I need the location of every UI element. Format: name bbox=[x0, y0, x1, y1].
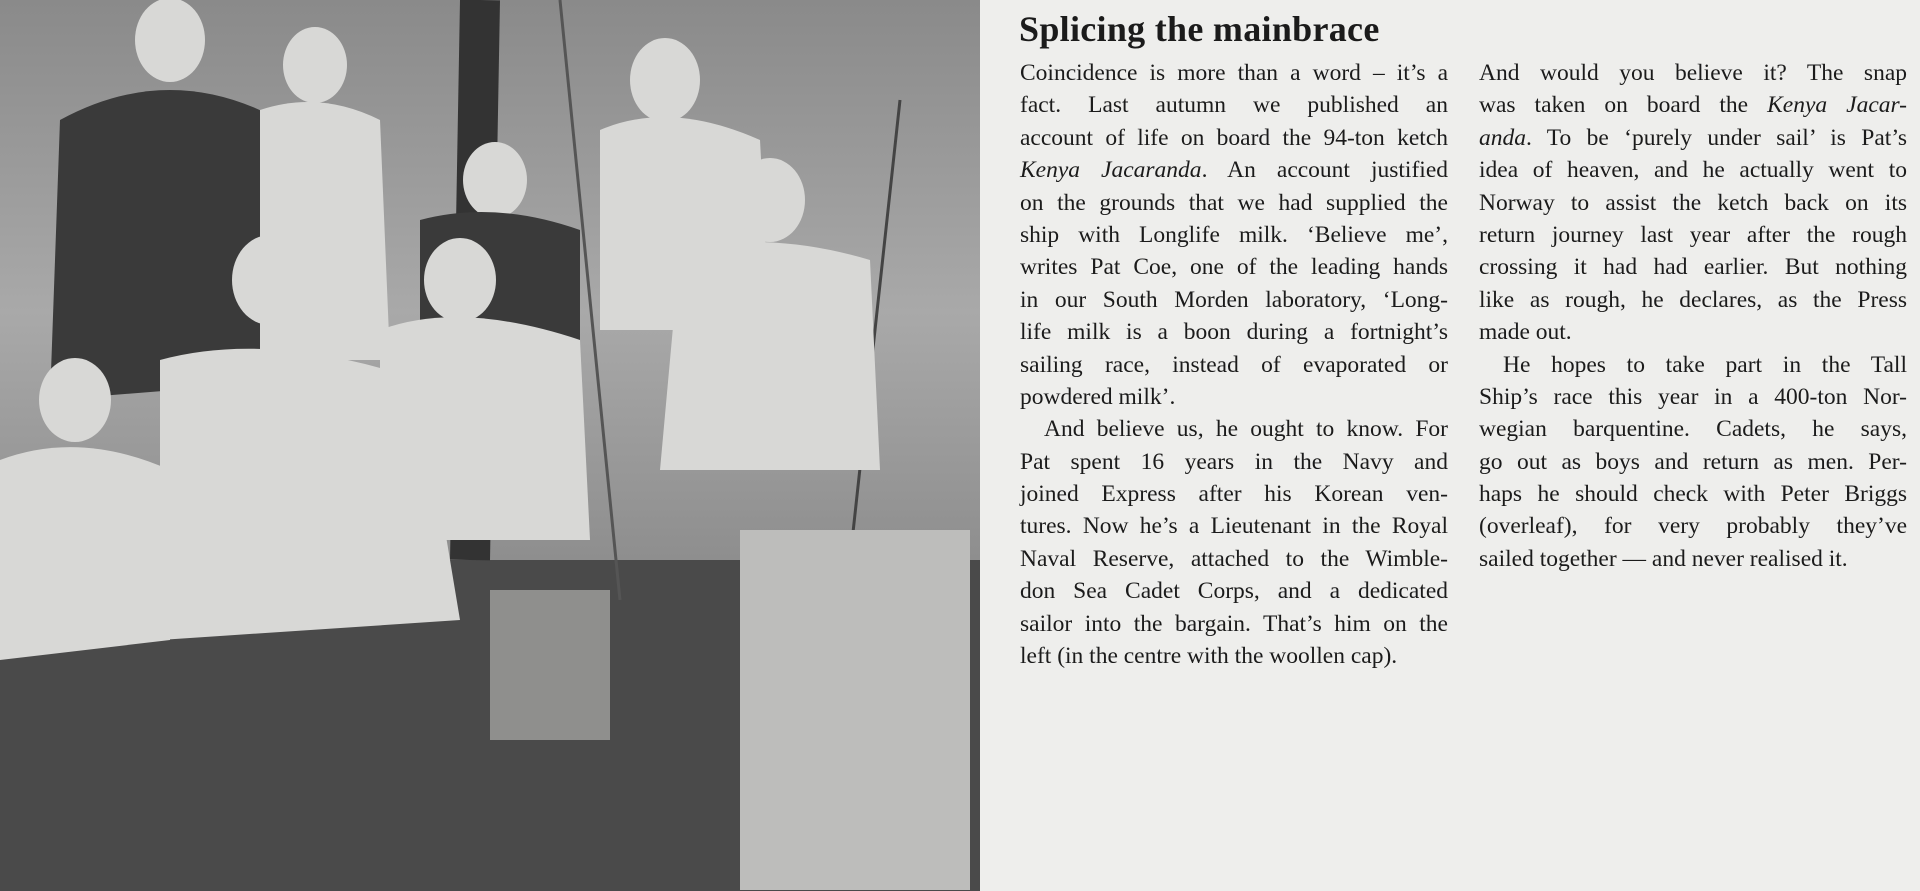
text-line: Naval Reserve, attached to the Wimble- bbox=[1020, 545, 1448, 572]
text-line: in our South Morden laboratory, ‘Long- bbox=[1020, 286, 1448, 313]
text-line: made out. bbox=[1479, 319, 1572, 346]
text-line: life milk is a boon during a fortnight’s bbox=[1020, 319, 1448, 346]
text-line: powdered milk’. bbox=[1020, 383, 1176, 410]
text-line bbox=[1020, 154, 1448, 186]
text-line: account of life on board the 94-ton ketch bbox=[1020, 124, 1448, 151]
text-line: fact. Last autumn we published an bbox=[1020, 92, 1448, 119]
article-title: Splicing the mainbrace bbox=[1019, 9, 1380, 49]
text-line: idea of heaven, and he actually went to bbox=[1479, 157, 1907, 184]
text-line: writes Pat Coe, one of the leading hands bbox=[1020, 254, 1448, 281]
text-line: Norway to assist the ketch back on its bbox=[1479, 189, 1907, 216]
text-line: haps he should check with Peter Briggs bbox=[1479, 481, 1907, 508]
text-line: crossing it had had earlier. But nothing bbox=[1479, 254, 1907, 281]
text-line: And believe us, he ought to know. For bbox=[1044, 416, 1448, 443]
italic-text: Kenya Jacaranda bbox=[1020, 157, 1202, 184]
article-column-1 bbox=[1020, 57, 1448, 672]
text-line: sailed together — and never realised it. bbox=[1479, 545, 1848, 572]
text-line: ship with Longlife milk. ‘Believe me’, bbox=[1020, 221, 1448, 248]
italic-text: anda bbox=[1479, 124, 1526, 151]
text-line: Pat spent 16 years in the Navy and bbox=[1020, 448, 1448, 475]
text-line: return journey last year after the rough bbox=[1479, 221, 1907, 248]
text-line: sailing race, instead of evaporated or bbox=[1020, 351, 1448, 378]
text-line: He hopes to take part in the Tall bbox=[1503, 351, 1907, 378]
italic-text: Kenya Jacar- bbox=[1767, 92, 1907, 119]
text-line bbox=[1479, 122, 1907, 154]
text-line: like as rough, he declares, as the Press bbox=[1479, 286, 1907, 313]
text-line: joined Express after his Korean ven- bbox=[1020, 481, 1448, 508]
article-column-2 bbox=[1479, 57, 1907, 575]
text-segment: . To be ‘purely under sail’ is Pat’s bbox=[1526, 124, 1907, 151]
text-segment: was taken on board the bbox=[1479, 92, 1768, 119]
text-line: wegian barquentine. Cadets, he says, bbox=[1479, 416, 1907, 443]
text-segment: . An account justified bbox=[1201, 157, 1448, 184]
text-line: And would you believe it? The snap bbox=[1479, 60, 1907, 86]
text-line: Ship’s race this year in a 400-ton Nor- bbox=[1479, 383, 1907, 410]
text-line: on the grounds that we had supplied the bbox=[1020, 189, 1448, 216]
text-line: don Sea Cadet Corps, and a dedicated bbox=[1020, 578, 1448, 605]
text-line: go out as boys and return as men. Per- bbox=[1479, 448, 1907, 475]
text-line: sailor into the bargain. That’s him on the bbox=[1020, 610, 1448, 637]
text-line: Coincidence is more than a word – it’s a bbox=[1020, 60, 1448, 86]
text-line: left (in the centre with the woollen cap). bbox=[1020, 643, 1398, 670]
text-line: tures. Now he’s a Lieutenant in the Royal bbox=[1020, 513, 1448, 540]
text-line: (overleaf), for very probably they’ve bbox=[1479, 513, 1907, 540]
text-line bbox=[1479, 89, 1907, 121]
